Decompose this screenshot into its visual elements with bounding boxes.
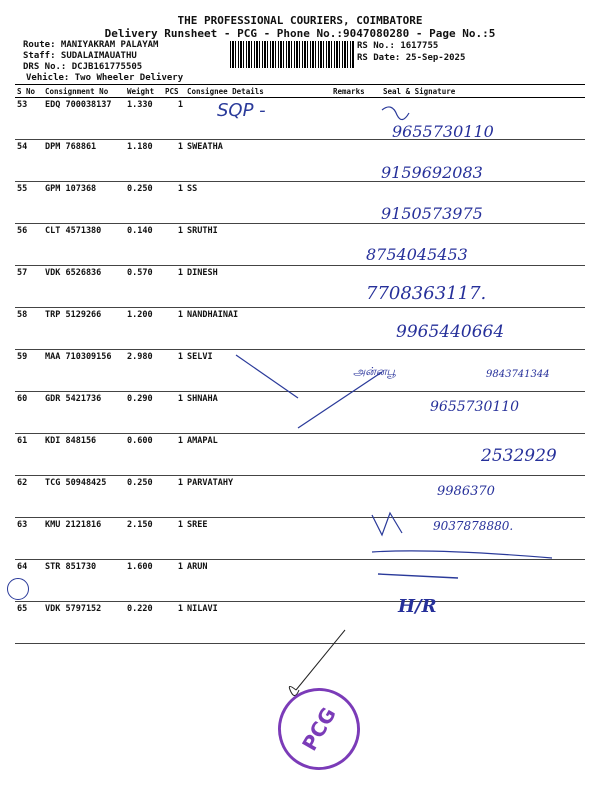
row-weight: 0.250 <box>125 182 163 224</box>
row-pcs: 1 <box>163 308 185 350</box>
row-consignment: KDI 848156 <box>43 434 125 476</box>
row-weight: 0.140 <box>125 224 163 266</box>
row-weight: 2.980 <box>125 350 163 392</box>
row-consignment: GDR 5421736 <box>43 392 125 434</box>
tamil-handwriting: அன்னபூ <box>353 365 396 378</box>
row-pcs: 1 <box>163 350 185 392</box>
row-consignee: NILAVI <box>185 602 331 644</box>
drs-label: DRS No.: DCJB161775505 <box>23 62 143 72</box>
col-pcs: PCS <box>163 85 185 98</box>
route-label: Route: MANIYAKRAM PALAYAM <box>23 40 159 50</box>
row-pcs: 1 <box>163 602 185 644</box>
signature-63: 9037878880. <box>433 519 514 533</box>
company-title: THE PROFESSIONAL COURIERS, COIMBATORE <box>177 14 423 27</box>
signature-54: 9159692083 <box>381 163 483 182</box>
row-consignment: VDK 6526836 <box>43 266 125 308</box>
staff-label: Staff: SUDALAIMAUATHU <box>23 51 137 61</box>
row-consignment: DPM 768861 <box>43 140 125 182</box>
col-consignment: Consignment No <box>43 85 125 98</box>
row-pcs: 1 <box>163 392 185 434</box>
signature-61: 2532929 <box>481 446 557 466</box>
signature-55: 9150573975 <box>381 204 483 223</box>
stamp-text: PCG <box>297 703 341 755</box>
row-consignment: STR 851730 <box>43 560 125 602</box>
col-consignee: Consignee Details <box>185 85 331 98</box>
row-sno: 64 <box>15 560 43 602</box>
row-weight: 1.600 <box>125 560 163 602</box>
row-pcs: 1 <box>163 476 185 518</box>
row-pcs: 1 <box>163 434 185 476</box>
row-consignment: GPM 107368 <box>43 182 125 224</box>
row-consignee: SS <box>185 182 331 224</box>
row-pcs: 1 <box>163 224 185 266</box>
rs-number: RS No.: 1617755 <box>357 41 439 51</box>
row-consignment: CLT 4571380 <box>43 224 125 266</box>
rs-date: RS Date: 25-Sep-2025 <box>357 53 466 63</box>
row-sno: 56 <box>15 224 43 266</box>
row-pcs: 1 <box>163 182 185 224</box>
row-weight: 0.600 <box>125 434 163 476</box>
signature-53: 9655730110 <box>392 122 494 141</box>
row-pcs: 1 <box>163 518 185 560</box>
col-sno: S No <box>15 85 43 98</box>
row-weight: 0.290 <box>125 392 163 434</box>
row-weight: 1.180 <box>125 140 163 182</box>
col-signature: Seal & Signature <box>381 85 585 98</box>
row-sno: 60 <box>15 392 43 434</box>
row-consignee: ARUN <box>185 560 331 602</box>
row-sno: 61 <box>15 434 43 476</box>
signature-60: 9655730110 <box>430 399 520 415</box>
col-remarks: Remarks <box>331 85 381 98</box>
row-sno: 62 <box>15 476 43 518</box>
row-consignee: SWEATHA <box>185 140 331 182</box>
handwritten-note: SQP - <box>217 100 266 121</box>
row-consignee: SRUTHI <box>185 224 331 266</box>
row-pcs: 1 <box>163 98 185 140</box>
row-weight: 0.570 <box>125 266 163 308</box>
col-weight: Weight <box>125 85 163 98</box>
row-consignee: PARVATAHY <box>185 476 331 518</box>
row-pcs: 1 <box>163 140 185 182</box>
row-sno: 54 <box>15 140 43 182</box>
row-consignment: MAA 710309156 <box>43 350 125 392</box>
row-sno: 57 <box>15 266 43 308</box>
row-weight: 1.330 <box>125 98 163 140</box>
row-weight: 0.220 <box>125 602 163 644</box>
row-sno: 58 <box>15 308 43 350</box>
signature-58: 9965440664 <box>396 322 505 342</box>
row-sno: 65 <box>15 602 43 644</box>
runsheet-subtitle: Delivery Runsheet - PCG - Phone No.:9047080280 - Page No.:5 <box>104 27 496 40</box>
row-consignment: VDK 5797152 <box>43 602 125 644</box>
row-consignment: KMU 2121816 <box>43 518 125 560</box>
row-consignee: SREE <box>185 518 331 560</box>
row-consignee: DINESH <box>185 266 331 308</box>
row-consignment: EDQ 700038137 <box>43 98 125 140</box>
row-consignee: AMAPAL <box>185 434 331 476</box>
row-consignment: TCG 50948425 <box>43 476 125 518</box>
row-consignee: NANDHAINAI <box>185 308 331 350</box>
vehicle-label: Vehicle: Two Wheeler Delivery <box>26 73 184 83</box>
row-pcs: 1 <box>163 560 185 602</box>
signature-57: 7708363117. <box>366 283 487 304</box>
row-sno: 53 <box>15 98 43 140</box>
row-weight: 1.200 <box>125 308 163 350</box>
signature-65: H/R <box>398 596 437 617</box>
row-sno: 59 <box>15 350 43 392</box>
row-consignee: SHNAHA <box>185 392 331 434</box>
row-weight: 0.250 <box>125 476 163 518</box>
signature-59: 9843741344 <box>486 369 550 380</box>
signature-62: 9986370 <box>437 484 495 499</box>
row-pcs: 1 <box>163 266 185 308</box>
row-consignment: TRP 5129266 <box>43 308 125 350</box>
row-weight: 2.150 <box>125 518 163 560</box>
row-consignee: SELVI <box>185 350 331 392</box>
row-sno: 55 <box>15 182 43 224</box>
row-sno: 63 <box>15 518 43 560</box>
signature-56: 8754045453 <box>366 245 468 264</box>
